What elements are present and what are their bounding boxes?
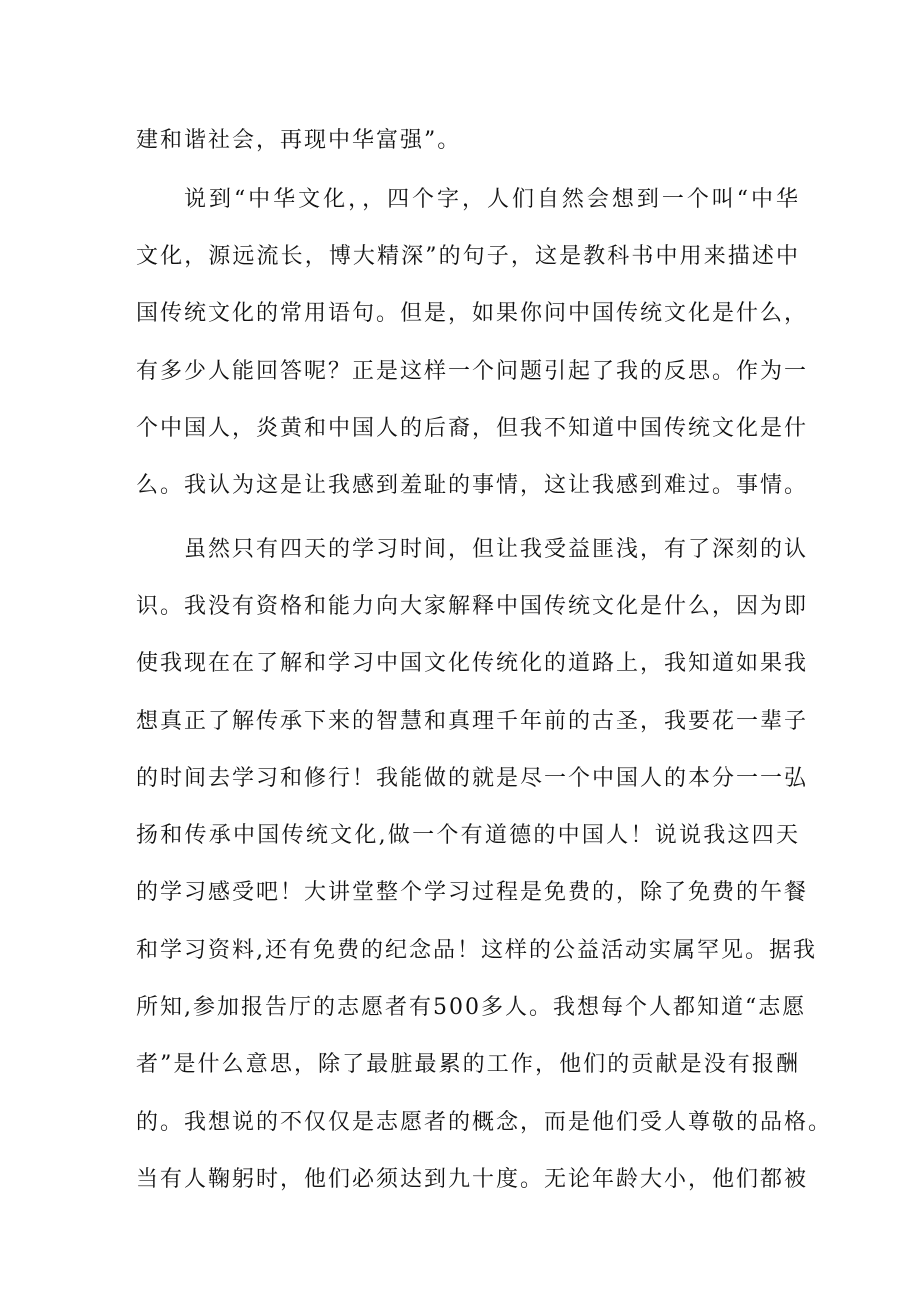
text-line: 建和谐社会，再现中华富强”。 [136, 128, 462, 153]
text-line: 当有人鞠躬时，他们必须达到九十度。无论年龄大小，他们都被 [136, 1167, 809, 1192]
text-line: 想真正了解传承下来的智慧和真理千年前的古圣，我要花一辈子 [136, 709, 809, 734]
text-line: 和学习资料,还有免费的纪念品！这样的公益活动实属罕见。据我 [136, 938, 817, 963]
text-line: 使我现在在了解和学习中国文化传统化的道路上，我知道如果我 [136, 651, 809, 676]
text-line: 么。我认为这是让我感到羞耻的事情，这让我感到难过。事情。 [136, 473, 809, 498]
text-line: 扬和传承中国传统文化,做一个有道德的中国人！说说我这四天 [136, 823, 800, 848]
text-line: 识。我没有资格和能力向大家解释中国传统文化是什么，因为即 [136, 594, 809, 619]
paragraph-first-line: 说到“中华文化，，四个字，人们自然会想到一个叫“中华 [184, 187, 800, 212]
text-line: 的。我想说的不仅仅是志愿者的概念，而是他们受人尊敬的品格。 [136, 1110, 833, 1135]
text-line: 的学习感受吧！大讲堂整个学习过程是免费的，除了免费的午餐 [136, 880, 809, 905]
text-line: 文化，源远流长，博大精深”的句子，这是教科书中用来描述中 [136, 244, 800, 269]
text-line: 有多少人能回答呢？正是这样一个问题引起了我的反思。作为一 [136, 359, 809, 384]
text-line: 所知,参加报告厅的志愿者有500多人。我想每个人都知道“志愿 [136, 995, 807, 1020]
text-line: 个中国人，炎黄和中国人的后裔，但我不知道中国传统文化是什 [136, 416, 809, 441]
text-line: 者”是什么意思，除了最脏最累的工作，他们的贡献是没有报酬 [136, 1052, 800, 1077]
paragraph-first-line: 虽然只有四天的学习时间，但让我受益匪浅，有了深刻的认 [184, 537, 809, 562]
text-line: 国传统文化的常用语句。但是，如果你问中国传统文化是什么， [136, 301, 809, 326]
text-line: 的时间去学习和修行！我能做的就是尽一个中国人的本分一一弘 [136, 766, 809, 791]
